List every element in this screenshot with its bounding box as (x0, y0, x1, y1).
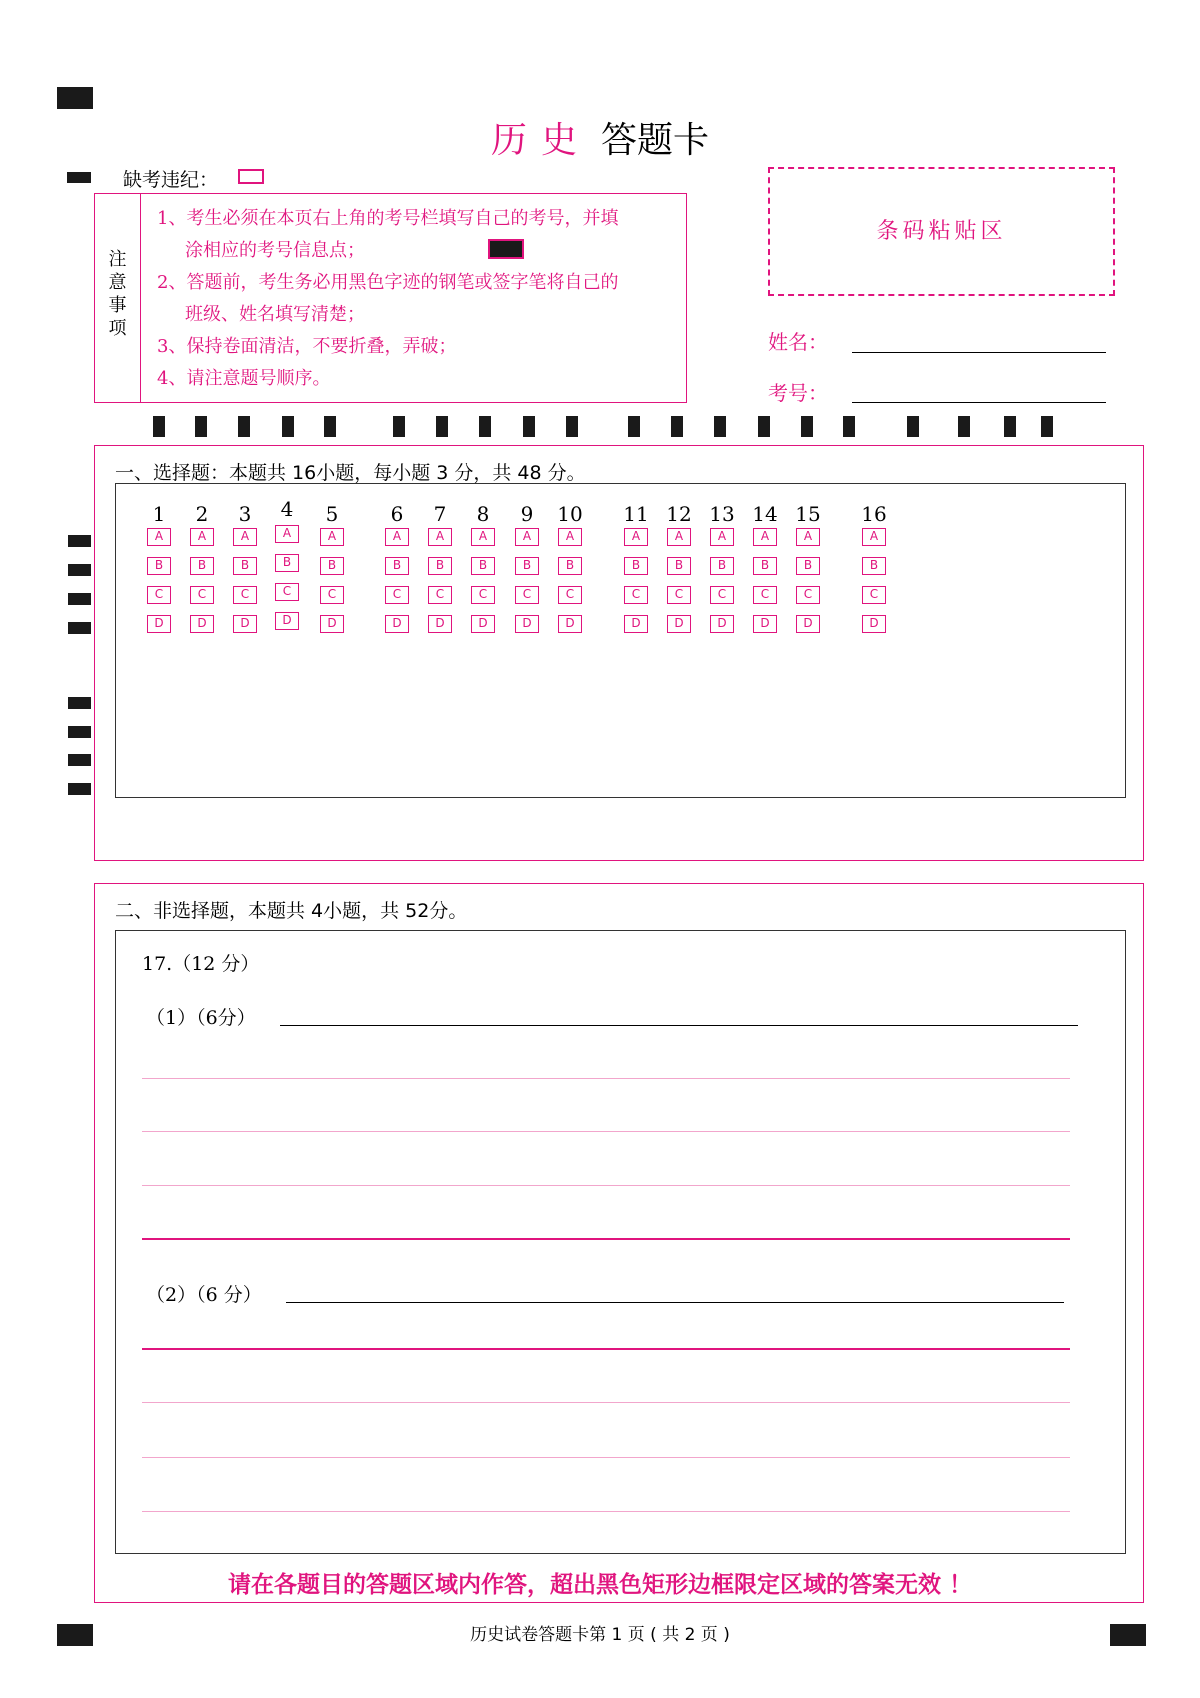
section2-title: 二、非选择题，本题共 4小题，共 52分。 (115, 900, 468, 922)
title-suffix: 答题卡 (601, 120, 710, 161)
choice-q10-c[interactable]: C (558, 586, 582, 604)
name-label: 姓名： (768, 330, 828, 354)
question-number: 12 (666, 502, 692, 526)
timing-mark (68, 535, 91, 547)
choice-q2-b[interactable]: B (190, 557, 214, 575)
choice-q3-b[interactable]: B (233, 557, 257, 575)
barcode-area: 条码粘贴区 (768, 167, 1115, 296)
choice-q8-a[interactable]: A (471, 528, 495, 546)
boundary-warning: 请在各题目的答题区域内作答，超出黑色矩形边框限定区域的答案无效 ！ (227, 1572, 972, 1598)
choice-q16-a[interactable]: A (862, 528, 886, 546)
timing-mark (195, 416, 207, 437)
question-number: 3 (238, 502, 252, 526)
choice-q8-b[interactable]: B (471, 557, 495, 575)
section-free-response (94, 883, 1144, 1603)
writing-line[interactable] (142, 1511, 1070, 1512)
timing-mark (1004, 416, 1016, 437)
question-17-part1-answer-line[interactable] (280, 1025, 1078, 1026)
timing-mark (843, 416, 855, 437)
choice-q9-a[interactable]: A (515, 528, 539, 546)
name-field[interactable] (852, 352, 1106, 353)
writing-line[interactable] (142, 1078, 1070, 1079)
timing-mark (907, 416, 919, 437)
choice-q1-d[interactable]: D (147, 615, 171, 633)
choice-q11-b[interactable]: B (624, 557, 648, 575)
choice-q13-d[interactable]: D (710, 615, 734, 633)
timing-mark (671, 416, 683, 437)
notice-line: 班级、姓名填写清楚； (185, 304, 365, 325)
choice-q11-a[interactable]: A (624, 528, 648, 546)
question-17-part2-label: （2）（6 分） (146, 1284, 262, 1306)
choice-q8-d[interactable]: D (471, 615, 495, 633)
timing-mark (958, 416, 970, 437)
choice-q12-c[interactable]: C (667, 586, 691, 604)
absent-label: 缺考违纪： (123, 169, 219, 191)
choice-q7-a[interactable]: A (428, 528, 452, 546)
choice-q1-c[interactable]: C (147, 586, 171, 604)
question-number: 11 (623, 502, 649, 526)
subject-name: 历史 (490, 120, 591, 161)
notice-line: 4、请注意题号顺序。 (157, 368, 331, 389)
timing-mark (68, 726, 91, 738)
notice-line: 1、考生必须在本页右上角的考号栏填写自己的考号，并填 (157, 208, 619, 229)
choice-q5-a[interactable]: A (320, 528, 344, 546)
notice-line: 涂相应的考号信息点； (185, 240, 365, 261)
choice-q11-d[interactable]: D (624, 615, 648, 633)
choice-q14-d[interactable]: D (753, 615, 777, 633)
timing-mark (68, 783, 91, 795)
question-number: 10 (557, 502, 583, 526)
page-footer: 历史试卷答题卡第 1 页 ( 共 2 页 ) (470, 1625, 730, 1645)
timing-mark (566, 416, 578, 437)
question-17-part2-answer-line[interactable] (286, 1302, 1064, 1303)
timing-mark (324, 416, 336, 437)
question-number: 8 (476, 502, 490, 526)
choice-q10-a[interactable]: A (558, 528, 582, 546)
timing-mark (479, 416, 491, 437)
choice-q6-a[interactable]: A (385, 528, 409, 546)
choice-q1-a[interactable]: A (147, 528, 171, 546)
question-number: 9 (520, 502, 534, 526)
choice-q1-b[interactable]: B (147, 557, 171, 575)
choice-q15-a[interactable]: A (796, 528, 820, 546)
timing-mark (68, 593, 91, 605)
timing-mark (714, 416, 726, 437)
filled-sample-mark (488, 239, 524, 259)
writing-line[interactable] (142, 1185, 1070, 1186)
choice-q6-c[interactable]: C (385, 586, 409, 604)
writing-line[interactable] (142, 1238, 1070, 1240)
timing-mark (523, 416, 535, 437)
timing-mark (68, 622, 91, 634)
choice-q14-c[interactable]: C (753, 586, 777, 604)
timing-mark (393, 416, 405, 437)
choice-q12-a[interactable]: A (667, 528, 691, 546)
section1-title: 一、选择题：本题共 16小题，每小题 3 分，共 48 分。 (115, 462, 586, 484)
choice-q2-a[interactable]: A (190, 528, 214, 546)
choice-q16-c[interactable]: C (862, 586, 886, 604)
choice-q9-b[interactable]: B (515, 557, 539, 575)
timing-mark (801, 416, 813, 437)
timing-mark (153, 416, 165, 437)
notice-line: 3、保持卷面清洁，不要折叠，弄破； (157, 336, 457, 357)
timing-mark (238, 416, 250, 437)
writing-line[interactable] (142, 1402, 1070, 1403)
notice-text (157, 203, 618, 395)
question-number: 1 (152, 502, 166, 526)
choice-q4-d[interactable]: D (275, 612, 299, 630)
notice-box (94, 193, 687, 403)
question-number: 13 (709, 502, 735, 526)
choice-q4-b[interactable]: B (275, 554, 299, 572)
choice-q5-b[interactable]: B (320, 557, 344, 575)
choice-q5-d[interactable]: D (320, 615, 344, 633)
choice-q10-b[interactable]: B (558, 557, 582, 575)
choice-q15-c[interactable]: C (796, 586, 820, 604)
timing-mark (282, 416, 294, 437)
timing-mark (67, 172, 91, 183)
timing-mark (68, 697, 91, 709)
choice-q15-b[interactable]: B (796, 557, 820, 575)
choice-q8-c[interactable]: C (471, 586, 495, 604)
timing-mark (436, 416, 448, 437)
choice-q9-c[interactable]: C (515, 586, 539, 604)
question-17-title: 17.（12 分） (142, 953, 260, 975)
choice-q12-d[interactable]: D (667, 615, 691, 633)
student-id-label: 考号： (768, 381, 828, 405)
choice-q6-b[interactable]: B (385, 557, 409, 575)
choice-q7-b[interactable]: B (428, 557, 452, 575)
timing-mark (758, 416, 770, 437)
notice-line: 2、答题前，考生务必用黑色字迹的钢笔或签字笔将自己的 (157, 272, 619, 293)
choice-q14-b[interactable]: B (753, 557, 777, 575)
timing-mark (68, 754, 91, 766)
choice-q12-b[interactable]: B (667, 557, 691, 575)
choice-q2-d[interactable]: D (190, 615, 214, 633)
timing-mark (628, 416, 640, 437)
notice-heading: 注 意 事 项 (95, 194, 141, 402)
question-number: 2 (195, 502, 209, 526)
choice-q2-c[interactable]: C (190, 586, 214, 604)
choice-q16-d[interactable]: D (862, 615, 886, 633)
choice-q13-c[interactable]: C (710, 586, 734, 604)
question-number: 16 (861, 502, 887, 526)
choice-q3-a[interactable]: A (233, 528, 257, 546)
writing-line[interactable] (142, 1348, 1070, 1350)
choice-q13-b[interactable]: B (710, 557, 734, 575)
timing-mark (68, 564, 91, 576)
question-17-part1-label: （1）（6分） (146, 1007, 256, 1029)
choice-q6-d[interactable]: D (385, 615, 409, 633)
question-number: 4 (280, 497, 294, 521)
student-id-field[interactable] (852, 402, 1106, 403)
page-title (0, 112, 1200, 163)
choice-q9-d[interactable]: D (515, 615, 539, 633)
choice-q13-a[interactable]: A (710, 528, 734, 546)
question-number: 6 (390, 502, 404, 526)
question-number: 5 (325, 502, 339, 526)
choice-q11-c[interactable]: C (624, 586, 648, 604)
choice-q14-a[interactable]: A (753, 528, 777, 546)
choice-q4-c[interactable]: C (275, 583, 299, 601)
choice-answer-area (115, 483, 1126, 798)
choice-q5-c[interactable]: C (320, 586, 344, 604)
question-number: 15 (795, 502, 821, 526)
choice-q7-d[interactable]: D (428, 615, 452, 633)
writing-line[interactable] (142, 1131, 1070, 1132)
choice-q15-d[interactable]: D (796, 615, 820, 633)
question-number: 7 (433, 502, 447, 526)
choice-q10-d[interactable]: D (558, 615, 582, 633)
choice-q4-a[interactable]: A (275, 525, 299, 543)
writing-line[interactable] (142, 1457, 1070, 1458)
choice-q7-c[interactable]: C (428, 586, 452, 604)
timing-mark (1041, 416, 1053, 437)
choice-q3-d[interactable]: D (233, 615, 257, 633)
question-number: 14 (752, 502, 778, 526)
absent-checkbox[interactable] (238, 169, 264, 184)
choice-q16-b[interactable]: B (862, 557, 886, 575)
corner-mark-top-left (57, 87, 93, 109)
free-response-area (115, 930, 1126, 1554)
choice-q3-c[interactable]: C (233, 586, 257, 604)
